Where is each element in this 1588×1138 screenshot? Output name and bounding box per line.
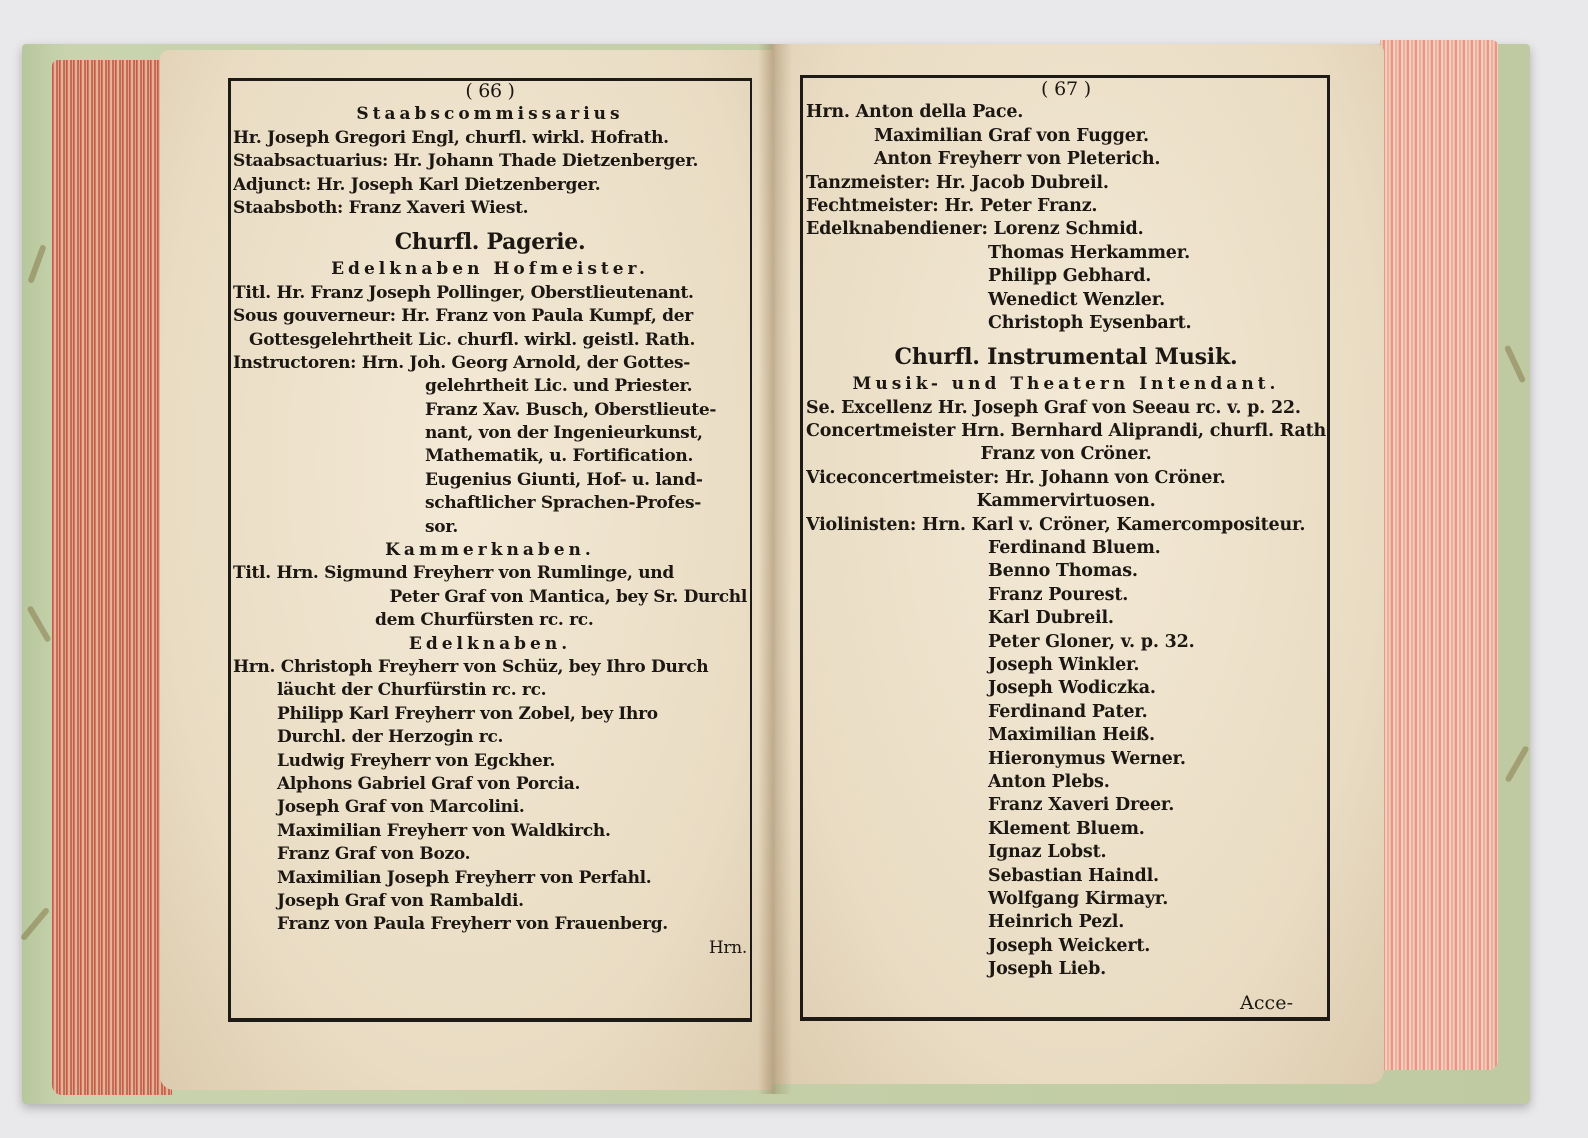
catchword xyxy=(1240,992,1310,1015)
page-number: ( 66 ) xyxy=(465,80,515,102)
text-line: Hrn. Christoph Freyherr von Schüz, bey Ihro Durch xyxy=(233,656,709,677)
text-line: Joseph Graf von Marcolini. xyxy=(277,797,525,818)
text-line: Durchl. der Herzogin rc. xyxy=(277,727,504,748)
section-heading: Churfl. Instrumental Musik. xyxy=(894,344,1238,371)
text-line: Franz Graf von Bozo. xyxy=(277,844,471,865)
text-line: Hrn. Anton della Pace. xyxy=(806,102,1024,123)
text-line: Ludwig Freyherr von Egckher. xyxy=(277,750,556,771)
text-line: Christoph Eysenbart. xyxy=(988,312,1192,333)
text-line: Se. Excellenz Hr. Joseph Graf von Seeau rc. v. p. 22. xyxy=(806,397,1301,418)
text-line: Hr. Joseph Gregori Engl, churfl. wirkl. Hofrath. xyxy=(233,127,669,148)
subsection-heading: Edelknaben. xyxy=(408,633,572,654)
text-line: Eugenius Giunti, Hof- u. land- xyxy=(425,469,703,490)
text-line: Anton Freyherr von Pleterich. xyxy=(874,149,1161,170)
text-line: Hieronymus Werner. xyxy=(988,748,1186,769)
text-line: Viceconcertmeister: Hr. Johann von Cröner. xyxy=(806,467,1226,488)
marbling-mark xyxy=(26,605,51,643)
text-line: Mathematik, u. Fortification. xyxy=(425,446,694,467)
catchword: Hrn. xyxy=(708,937,747,958)
text-line: Tanzmeister: Hr. Jacob Dubreil. xyxy=(806,172,1109,193)
text-line: Philipp Karl Freyherr von Zobel, bey Ihro xyxy=(277,703,658,724)
text-line: Joseph Graf von Rambaldi. xyxy=(277,890,524,911)
text-line: Maximilian Freyherr von Waldkirch. xyxy=(277,820,611,841)
text-line: Franz Xaveri Dreer. xyxy=(988,795,1175,816)
text-line: Franz Xav. Busch, Oberstlieute- xyxy=(425,399,717,420)
text-line: läucht der Churfürstin rc. rc. xyxy=(277,680,547,701)
marbling-mark xyxy=(27,244,46,284)
text-line: Sebastian Haindl. xyxy=(988,865,1159,886)
subsection-heading: Kammerknaben. xyxy=(385,540,595,561)
marbling-mark xyxy=(20,907,50,941)
text-line: Peter Gloner, v. p. 32. xyxy=(988,631,1195,652)
text-line: Titl. Hrn. Sigmund Freyherr von Rumlinge, und xyxy=(233,563,674,584)
text-line: Heinrich Pezl. xyxy=(988,912,1125,933)
text-line: Edelknabendiener: Lorenz Schmid. xyxy=(806,219,1144,240)
text-line: Kammervirtuosen. xyxy=(976,491,1156,512)
text-line: Adjunct: Hr. Joseph Karl Dietzenberger. xyxy=(233,174,601,195)
text-line: Wenedict Wenzler. xyxy=(988,289,1166,310)
text-line: Joseph Winkler. xyxy=(988,654,1140,675)
text-line: Maximilian Graf von Fugger. xyxy=(874,125,1149,146)
text-line: Philipp Gebhard. xyxy=(988,266,1152,287)
text-line: Instructoren: Hrn. Joh. Georg Arnold, der Gottes- xyxy=(233,352,691,373)
text-line: Joseph Weickert. xyxy=(988,935,1151,956)
text-line: Maximilian Joseph Freyherr von Perfahl. xyxy=(277,867,652,888)
page-edges-left xyxy=(52,60,172,1095)
text-line: Staabsboth: Franz Xaveri Wiest. xyxy=(233,197,529,218)
text-line: Franz von Cröner. xyxy=(980,444,1152,465)
text-line: Fechtmeister: Hr. Peter Franz. xyxy=(806,195,1098,216)
catchword-text: Acce- xyxy=(1240,992,1294,1014)
marbling-mark xyxy=(1504,745,1529,783)
section-heading: Churfl. Pagerie. xyxy=(394,229,586,256)
text-line: Staabsactuarius: Hr. Johann Thade Dietzenberger. xyxy=(233,151,699,172)
page-edges-right xyxy=(1380,40,1498,1070)
text-line: Titl. Hr. Franz Joseph Pollinger, Oberstlieutenant. xyxy=(233,282,694,303)
text-line: Gottesgelehrtheit Lic. churfl. wirkl. geistl. Rath. xyxy=(249,329,696,350)
text-line: Alphons Gabriel Graf von Porcia. xyxy=(277,773,581,794)
text-line: gelehrtheit Lic. und Priester. xyxy=(425,376,693,397)
text-line: Joseph Lieb. xyxy=(988,959,1107,980)
text-line: Franz von Paula Freyherr von Frauenberg. xyxy=(277,914,668,935)
right-page-text xyxy=(806,78,1326,981)
text-line: Joseph Wodiczka. xyxy=(988,678,1156,699)
text-line: Concertmeister Hrn. Bernhard Aliprandi, churfl. Rath xyxy=(806,421,1326,442)
page-number: ( 67 ) xyxy=(1041,78,1091,100)
text-line: Benno Thomas. xyxy=(988,561,1138,582)
text-line: schaftlicher Sprachen-Profes- xyxy=(425,493,701,514)
text-line: Maximilian Heiß. xyxy=(988,725,1155,746)
subsection-heading: Edelknaben Hofmeister. xyxy=(331,259,649,280)
left-page-text xyxy=(233,80,747,960)
text-line: Wolfgang Kirmayr. xyxy=(988,888,1169,909)
text-line: Klement Bluem. xyxy=(988,818,1145,839)
right-page-lines xyxy=(806,101,1326,981)
text-line: Karl Dubreil. xyxy=(988,608,1114,629)
subsection-heading: Musik- und Theatern Intendant. xyxy=(852,374,1280,395)
text-line: dem Churfürsten rc. rc. xyxy=(375,610,594,631)
text-line: Ferdinand Bluem. xyxy=(988,538,1161,559)
text-line: Violinisten: Hrn. Karl v. Cröner, Kamercompositeur. xyxy=(806,514,1306,535)
text-line: Ignaz Lobst. xyxy=(988,842,1107,863)
text-line: sor. xyxy=(425,516,459,537)
book-gutter xyxy=(758,44,792,1094)
text-line: Sous gouverneur: Hr. Franz von Paula Kumpf, der xyxy=(233,306,693,327)
text-line: nant, von der Ingenieurkunst, xyxy=(425,423,703,444)
text-line: Anton Plebs. xyxy=(988,771,1110,792)
text-line: Peter Graf von Mantica, bey Sr. Durchl xyxy=(389,586,747,607)
subsection-heading: Staabscommissarius xyxy=(356,104,624,125)
text-line: Thomas Herkammer. xyxy=(988,242,1191,263)
text-line: Franz Pourest. xyxy=(988,584,1129,605)
marbling-mark xyxy=(1504,345,1526,384)
left-page-lines xyxy=(233,103,747,936)
text-line: Ferdinand Pater. xyxy=(988,701,1148,722)
